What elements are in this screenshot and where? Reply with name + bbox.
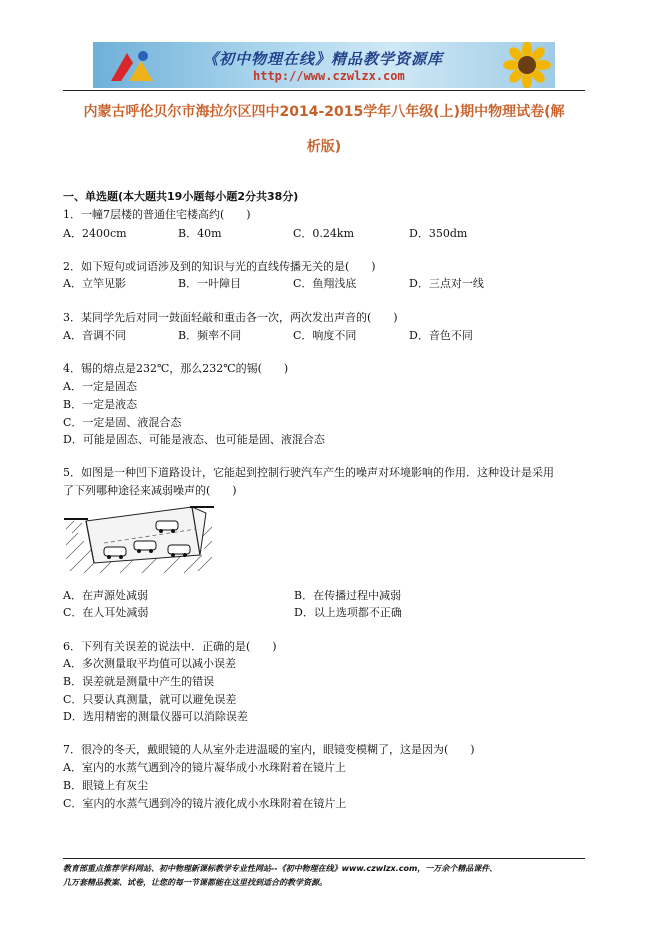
question-1-option-c: C．0.24km	[293, 227, 355, 240]
question-4-option-a: A．一定是固态	[63, 380, 137, 393]
question-3-option-d: D．音色不同	[409, 329, 473, 342]
question-1-stem: 1．一幢7层楼的普通住宅楼高约( )	[63, 208, 251, 221]
question-6-stem: 6．下列有关误差的说法中．正确的是( )	[63, 640, 277, 653]
sunflower-icon	[491, 42, 551, 88]
question-6-option-d: D．选用精密的测量仪器可以消除误差	[63, 710, 248, 723]
question-5-stem-line2: 了下列哪种途径来减弱噪声的( )	[63, 484, 237, 497]
footer-line2: 几万套精品教案、试卷，让您的每一节课都能在这里找到适合的教学资源。	[63, 878, 327, 887]
question-6-option-c: C．只要认真测量，就可以避免误差	[63, 693, 237, 706]
question-4-option-b: B．一定是液态	[63, 398, 138, 411]
question-6-option-b: B．误差就是测量中产生的错误	[63, 675, 215, 688]
question-7-option-b: B．眼镜上有灰尘	[63, 779, 149, 792]
header-rule	[63, 90, 585, 91]
question-2-option-b: B．一叶障目	[178, 277, 242, 290]
question-5-option-d: D．以上选项都不正确	[294, 606, 402, 619]
question-3-option-c: C．响度不同	[293, 329, 357, 342]
question-5-stem-line1: 5．如图是一种凹下道路设计，它能起到控制行驶汽车产生的噪声对环境影响的作用．这种设计是采用	[63, 466, 554, 479]
question-7-option-c: C．室内的水蒸气遇到冷的镜片液化成小水珠附着在镜片上	[63, 797, 347, 810]
question-1-option-b: B．40m	[178, 227, 222, 240]
question-1-option-d: D．350dm	[409, 227, 468, 240]
question-2-option-d: D．三点对一线	[409, 277, 484, 290]
question-6-option-a: A．多次测量取平均值可以减小误差	[63, 657, 236, 670]
question-5-option-a: A．在声源处减弱	[63, 589, 148, 602]
question-5-option-c: C．在人耳处减弱	[63, 606, 149, 619]
question-2-option-a: A．立竿见影	[63, 277, 126, 290]
section-heading: 一、单选题(本大题共19小题每小题2分共38分)	[63, 190, 299, 203]
question-4-option-c: C．一定是固、液混合态	[63, 416, 182, 429]
question-5-option-b: B．在传播过程中减弱	[294, 589, 402, 602]
question-7-option-a: A．室内的水蒸气遇到冷的镜片凝华成小水珠附着在镜片上	[63, 761, 346, 774]
footer-line1: 教育部重点推荐学科网站、初中物理新课标教学专业性网站--《初中物理在线》www.czwlzx.com，一万余个精品课件、	[63, 864, 498, 873]
sunken-road-figure	[64, 503, 214, 575]
question-7-stem: 7．很冷的冬天，戴眼镜的人从室外走进温暖的室内，眼镜变模糊了，这是因为( )	[63, 743, 475, 756]
question-3-option-b: B．频率不同	[178, 329, 242, 342]
question-2-option-c: C．鱼翔浅底	[293, 277, 357, 290]
page-title-line1: 内蒙古呼伦贝尔市海拉尔区四中2014-2015学年八年级(上)期中物理试卷(解	[83, 104, 565, 120]
header-banner	[93, 42, 555, 88]
question-4-option-d: D．可能是固态、可能是液态、也可能是固、液混合态	[63, 433, 325, 446]
footer-rule	[63, 858, 585, 859]
page-title-line2: 析版)	[306, 139, 342, 155]
question-1-option-a: A．2400cm	[63, 227, 127, 240]
banner-title: 《初中物理在线》精品教学资源库	[203, 50, 444, 68]
question-4-stem: 4．锡的熔点是232℃，那么232℃的锡( )	[63, 362, 289, 375]
site-logo-icon	[107, 47, 157, 85]
question-2-stem: 2．如下短句或词语涉及到的知识与光的直线传播无关的是( )	[63, 260, 376, 273]
banner-url[interactable]: http://www.czwlzx.com	[253, 69, 405, 83]
question-3-option-a: A．音调不同	[63, 329, 126, 342]
question-3-stem: 3．某同学先后对同一鼓面轻敲和重击各一次，两次发出声音的( )	[63, 311, 398, 324]
